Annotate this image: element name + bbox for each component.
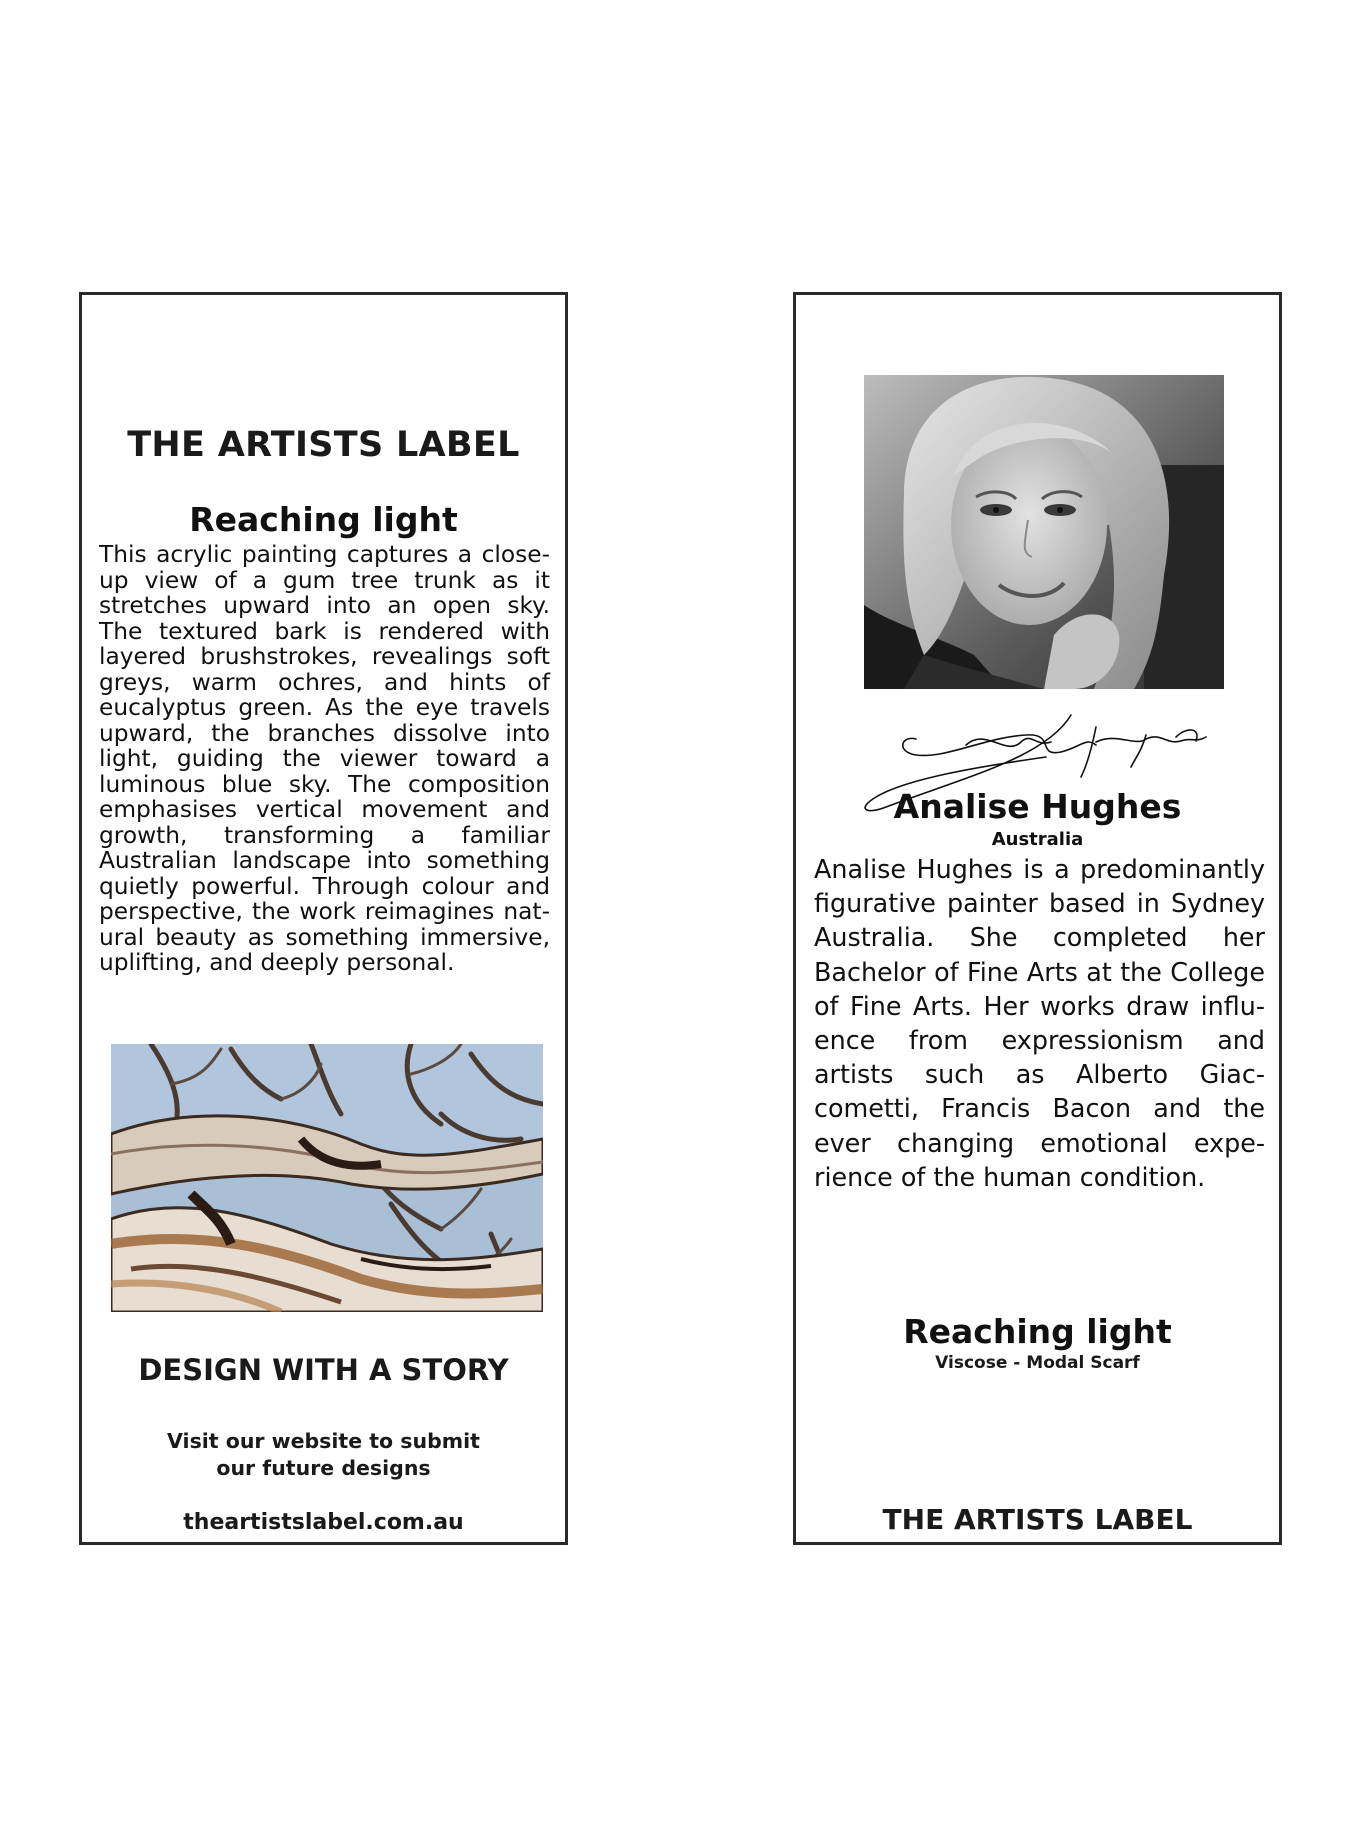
visit-line-1: Visit our website to submit: [167, 1429, 480, 1453]
artist-country: Australia: [991, 829, 1084, 850]
artist-card: [793, 292, 1282, 1545]
artwork-description: This acrylic painting captures a close-up view of a gum tree trunk as it stretches upward into an open sky. The textured bark is rendered with layered brushstrokes, revealings soft greys, warm ochres, and hints of eucalyptus green. As the eye travels upward, the branches dissolve into light, guiding the viewer toward a luminous blue sky. The composition emphasises vertical movement and growth, transforming a familiar Australian landscape into something quietly powerful. Through colour and perspective, the work reimagines natural beauty as something immersive, uplifting, and deeply personal.: [99, 541, 550, 976]
brand-footer: THE ARTISTS LABEL: [882, 1503, 1193, 1536]
artwork-title: Reaching light: [189, 500, 458, 539]
website-link[interactable]: theartistslabel.com.au: [183, 1510, 464, 1535]
artist-portrait: [864, 375, 1224, 689]
product-subtitle: Viscose - Modal Scarf: [935, 1353, 1140, 1373]
tagline: DESIGN WITH A STORY: [138, 1353, 509, 1387]
artist-bio: Analise Hughes is a predominantly figurative painter based in Sydney Australia. She completed her Bachelor of Fine Arts at the College of Fine Arts. Her works draw influence from expressionism and artists such as Alberto Giaccometti, Francis Bacon and the ever changing emotional experience of the human condition.: [814, 854, 1265, 1192]
painting-image: [111, 1044, 543, 1312]
brand-heading: THE ARTISTS LABEL: [127, 425, 520, 465]
artwork-card: [79, 292, 568, 1545]
artist-name: Analise Hughes: [893, 787, 1182, 826]
product-title: Reaching light: [903, 1312, 1172, 1351]
visit-message: [82, 1428, 565, 1482]
visit-line-2: our future designs: [216, 1456, 431, 1480]
